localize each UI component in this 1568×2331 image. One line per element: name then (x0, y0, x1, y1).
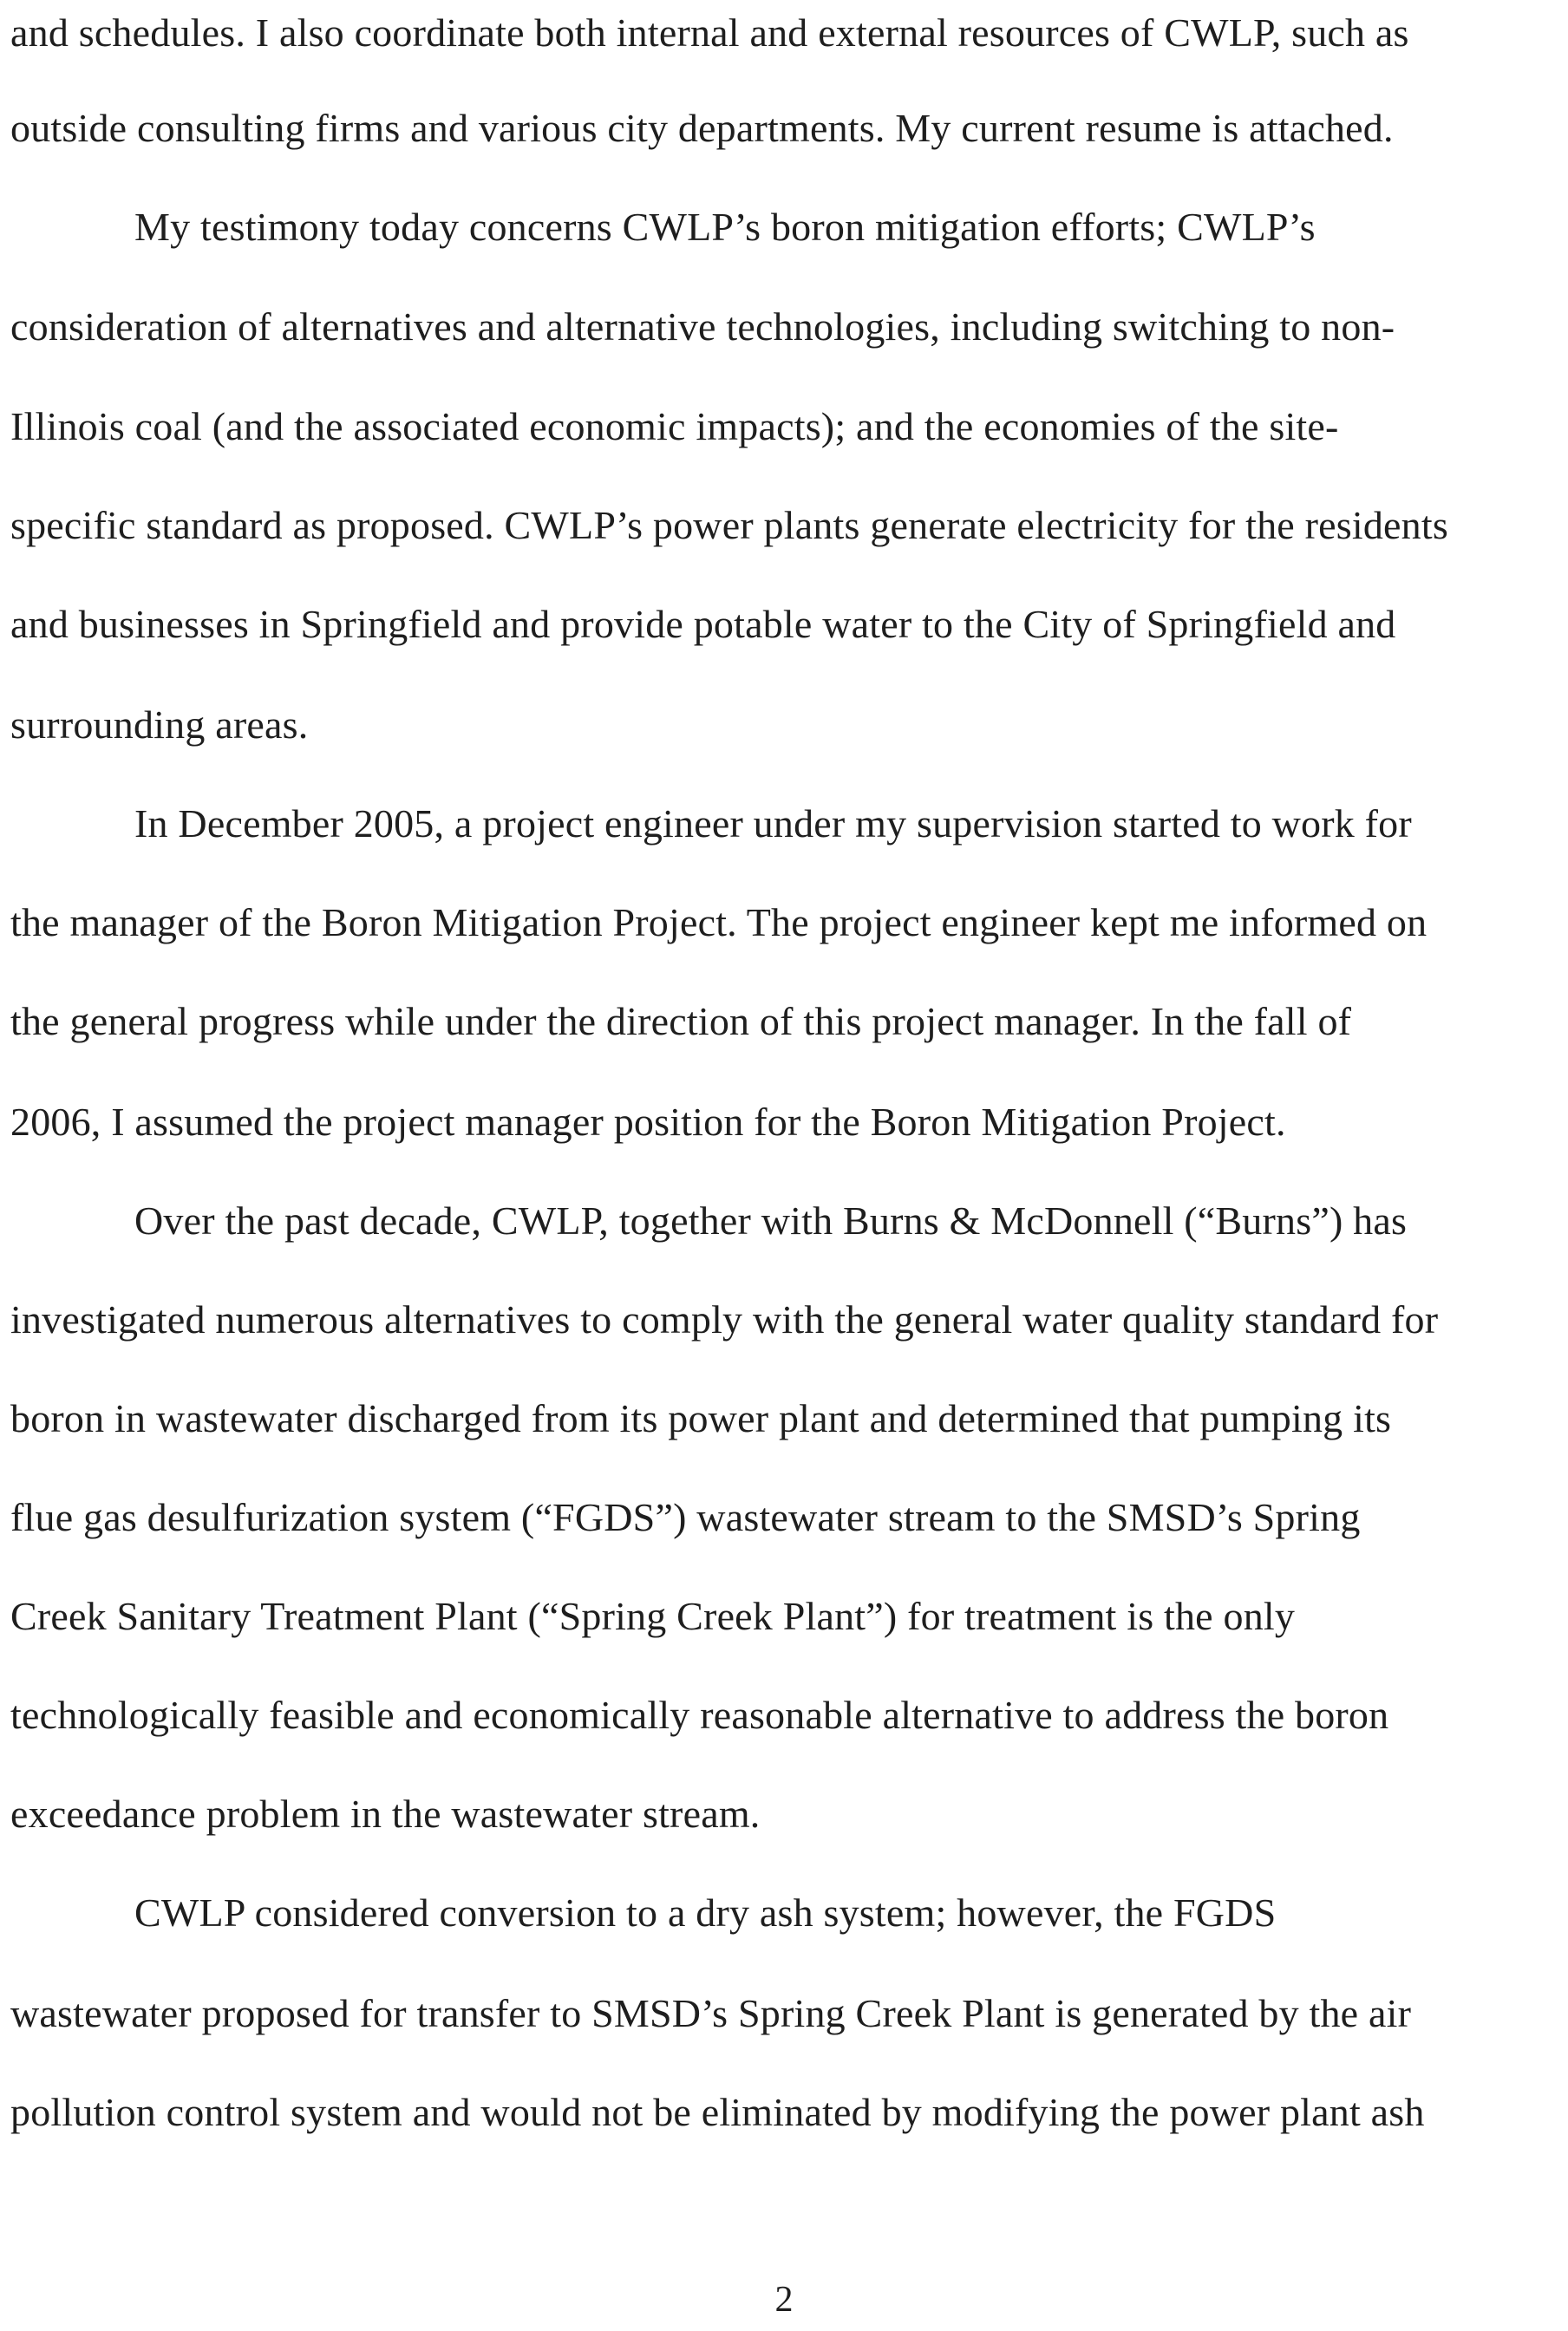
text-line: the general progress while under the direction of this project manager. In the fall of (10, 999, 1352, 1043)
text-line: In December 2005, a project engineer under my supervision started to work for (134, 801, 1412, 846)
text-line: Illinois coal (and the associated economic impacts); and the economies of the site- (10, 404, 1339, 448)
text-line: investigated numerous alternatives to comply with the general water quality standard for (10, 1297, 1439, 1342)
text-line: boron in wastewater discharged from its power plant and determined that pumping its (10, 1396, 1392, 1440)
text-line: and businesses in Springfield and provide potable water to the City of Springfield and (10, 602, 1396, 646)
text-line: CWLP considered conversion to a dry ash system; however, the FGDS (134, 1890, 1277, 1935)
text-line: pollution control system and would not be eliminated by modifying the power plant ash (10, 2090, 1425, 2134)
page-number: 2 (774, 2280, 794, 2320)
text-line: exceedance problem in the wastewater stream. (10, 1792, 761, 1836)
text-line: consideration of alternatives and alternative technologies, including switching to non- (10, 304, 1395, 349)
text-line: wastewater proposed for transfer to SMSD’s Spring Creek Plant is generated by the air (10, 1991, 1412, 2035)
text-line: technologically feasible and economically reasonable alternative to address the boron (10, 1693, 1389, 1737)
text-line: flue gas desulfurization system (“FGDS”) wastewater stream to the SMSD’s Spring (10, 1495, 1361, 1539)
text-line: outside consulting firms and various city departments. My current resume is attached. (10, 106, 1394, 150)
text-line: surrounding areas. (10, 702, 309, 747)
text-line: Creek Sanitary Treatment Plant (“Spring Creek Plant”) for treatment is the only (10, 1594, 1296, 1638)
text-line: My testimony today concerns CWLP’s boron mitigation efforts; CWLP’s (134, 205, 1316, 249)
text-line: 2006, I assumed the project manager position for the Boron Mitigation Project. (10, 1100, 1286, 1144)
text-line: Over the past decade, CWLP, together with Burns & McDonnell (“Burns”) has (134, 1198, 1408, 1243)
text-line: the manager of the Boron Mitigation Project. The project engineer kept me informed on (10, 900, 1428, 944)
text-line: specific standard as proposed. CWLP’s power plants generate electricity for the residents (10, 503, 1448, 547)
text-line: and schedules. I also coordinate both internal and external resources of CWLP, such as (10, 10, 1409, 55)
